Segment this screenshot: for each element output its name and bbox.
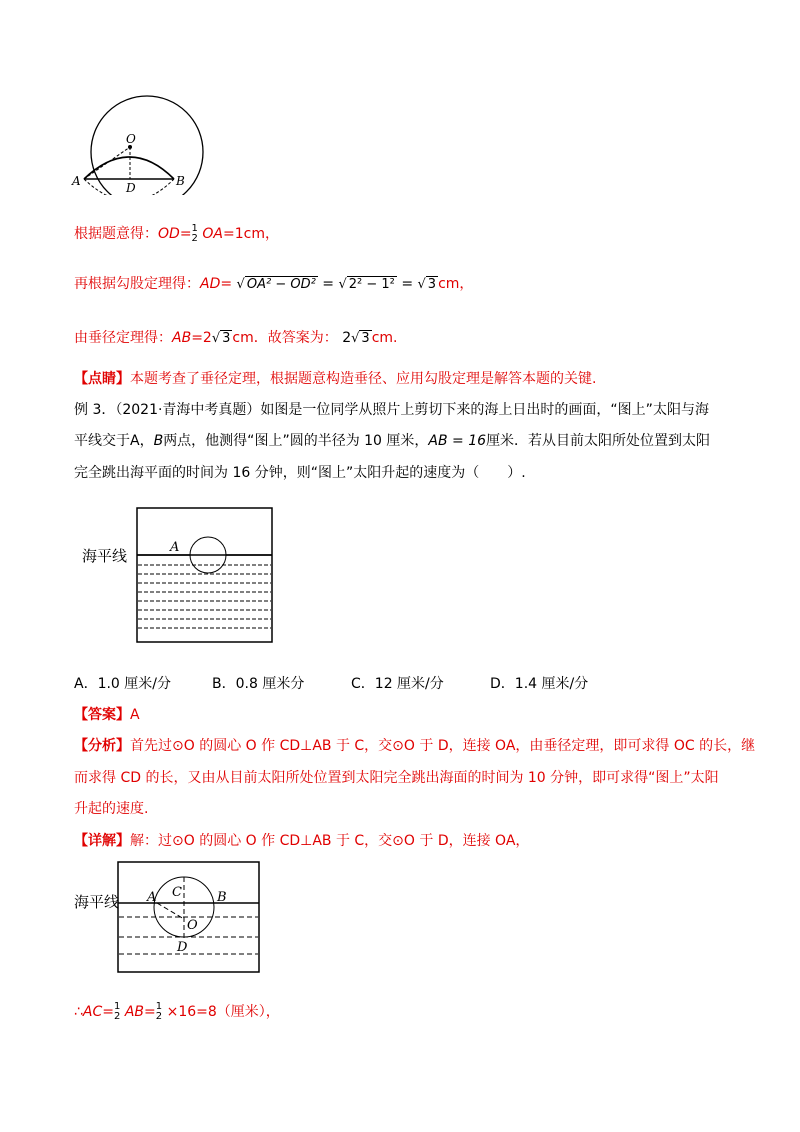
analysis-line-2: 而求得 CD 的长，又由从目前太阳所处位置到太阳完全跳出海面的时间为 10 分钟，即可求得“图上”太阳: [74, 770, 719, 786]
analysis-line-3: 升起的速度.: [74, 801, 149, 817]
label-D: D: [126, 181, 136, 195]
example-line-3: 完全跳出海平面的时间为 16 分钟，则“图上”太阳升起的速度为（ ）.: [74, 465, 526, 481]
sea-label-fig3: 海平线: [74, 893, 120, 911]
label-A: A: [170, 540, 180, 555]
label-D: D: [177, 940, 188, 955]
example-line-2: 平线交于A，B两点，他测得“图上”圆的半径为 10 厘米，AB = 16厘米．若从目前太阳所处位置到太阳: [74, 433, 711, 449]
solution-line-2: 再根据勾股定理得：AD= √ OA² − OD² = √ 2² − 1² = √ 3 cm，: [74, 276, 474, 292]
example-line-1: 例 3．（2021·青海中考真题）如图是一位同学从照片上剪切下来的海上日出时的画面，“图上”太阳与海: [74, 402, 709, 418]
analysis-line-1: 【分析】首先过⊙O 的圆心 O 作 CD⊥AB 于 C，交⊙O 于 D，连接 OA，由垂径定理，即可求得 OC 的长，继: [74, 738, 756, 754]
label-O: O: [126, 132, 136, 146]
solution-last-line: ∴AC= 1 2 AB= 1 2 ×16=8（厘米），: [74, 1001, 280, 1022]
label-A: A: [147, 890, 157, 905]
sunrise-solution-figure: [117, 861, 262, 976]
label-O: O: [187, 918, 198, 933]
option-A: A．1.0 厘米/分: [74, 676, 172, 692]
sea-label-fig2: 海平线: [82, 547, 128, 565]
label-C: C: [172, 885, 182, 900]
label-B: B: [176, 174, 185, 188]
option-C: C．12 厘米/分: [351, 676, 444, 692]
label-B: B: [217, 890, 227, 905]
circle-figure-1: [70, 95, 220, 195]
solution-line-1: 根据题意得：OD= 1 2 OA=1cm，: [74, 223, 279, 244]
option-B: B．0.8 厘米分: [212, 676, 305, 692]
point-note: 【点睛】本题考查了垂径定理，根据题意构造垂径、应用勾股定理是解答本题的关键.: [74, 371, 597, 387]
option-D: D．1.4 厘米/分: [490, 676, 589, 692]
detail: 【详解】解：过⊙O 的圆心 O 作 CD⊥AB 于 C，交⊙O 于 D，连接 OA，: [74, 833, 530, 849]
sunrise-figure: [136, 507, 276, 647]
answer: 【答案】A: [74, 707, 140, 723]
label-A: A: [72, 174, 81, 188]
solution-line-3: 由垂径定理得：AB=2√ 3 cm．故答案为： 2√ 3 cm.: [74, 330, 398, 346]
